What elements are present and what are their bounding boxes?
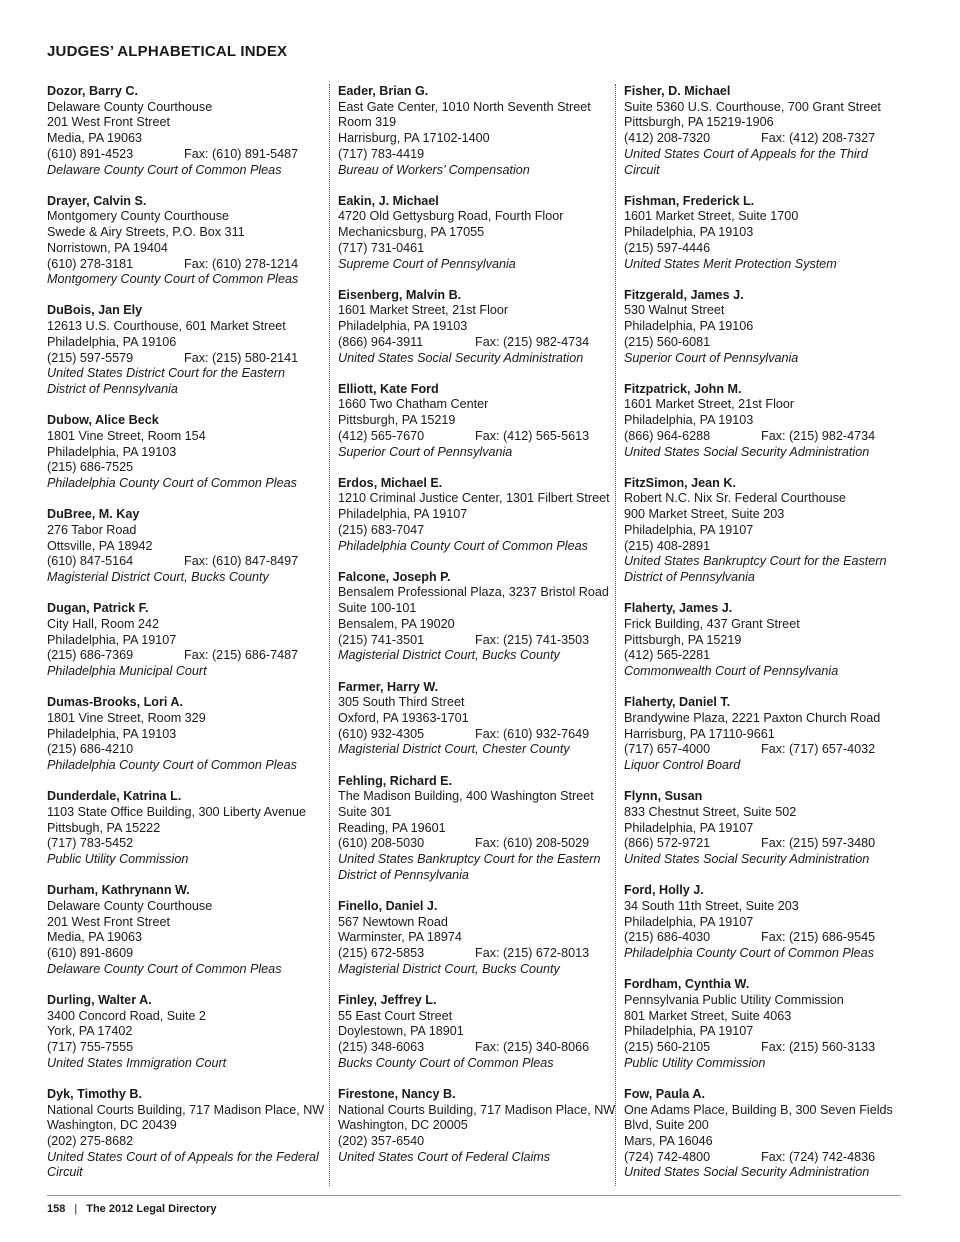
judge-entry — [624, 789, 895, 868]
address-line: Suite 100-101 — [338, 601, 417, 616]
fax-number: Fax: (610) 891-5487 — [184, 146, 299, 161]
judge-name: Durling, Walter A. — [47, 992, 152, 1007]
phone-number: (215) 560-2105 — [624, 1040, 711, 1055]
contact-numbers — [47, 257, 323, 273]
address-line: Swede & Airy Streets, P.O. Box 311 — [47, 225, 245, 240]
court-name: United States Bankruptcy Court for the Eastern District of Pennsylvania — [624, 554, 887, 584]
court-name: United States Social Security Administration — [624, 1165, 870, 1180]
address-line: One Adams Place, Building B, 300 Seven Fields — [624, 1102, 893, 1117]
address-line: Robert N.C. Nix Sr. Federal Courthouse — [624, 491, 846, 506]
contact-numbers — [624, 241, 895, 257]
judge-name: Firestone, Nancy B. — [338, 1086, 456, 1101]
phone-number: (215) 408-2891 — [624, 538, 711, 553]
judge-entry — [47, 194, 323, 288]
address-line: Bensalem, PA 19020 — [338, 616, 455, 631]
address-line: National Courts Building, 717 Madison Place, NW — [47, 1102, 325, 1117]
court-name: Magisterial District Court, Bucks County — [338, 648, 560, 663]
court-name: Philadelphia County Court of Common Pleas — [47, 758, 297, 773]
fax-number: Fax: (610) 278-1214 — [184, 256, 299, 271]
fax-number: Fax: (215) 686-7487 — [184, 648, 299, 663]
footer-separator: | — [74, 1203, 78, 1215]
contact-numbers — [338, 241, 609, 257]
address-line: Media, PA 19063 — [47, 131, 142, 146]
judge-name: Dyk, Timothy B. — [47, 1086, 142, 1101]
judge-entry — [47, 507, 323, 586]
court-name: Philadelphia Municipal Court — [47, 664, 207, 678]
address-line: 55 East Court Street — [338, 1008, 453, 1023]
judge-name: Fitzgerald, James J. — [624, 287, 744, 302]
court-name: United States Merit Protection System — [624, 256, 837, 271]
judge-name: Ford, Holly J. — [624, 883, 704, 898]
contact-numbers — [624, 335, 895, 351]
judge-name: Fishman, Frederick L. — [624, 193, 755, 208]
court-name: United States Bankruptcy Court for the Eastern District of Pennsylvania — [338, 852, 601, 882]
contact-numbers — [47, 554, 323, 570]
address-line: Philadelphia, PA 19106 — [47, 334, 177, 349]
phone-number: (215) 597-4446 — [624, 240, 711, 255]
judge-entry — [624, 476, 895, 586]
judge-name: Fordham, Cynthia W. — [624, 977, 750, 992]
court-name: Philadelphia County Court of Common Pleas — [47, 475, 297, 490]
phone-number: (610) 932-4305 — [338, 726, 425, 741]
page-footer — [47, 1203, 216, 1215]
judge-name: Fitzpatrick, John M. — [624, 381, 742, 396]
contact-numbers — [338, 633, 609, 649]
address-line: Pittsburgh, PA 15219-1906 — [624, 115, 774, 130]
judge-entry — [47, 303, 323, 397]
address-line: 34 South 11th Street, Suite 203 — [624, 898, 799, 913]
address-line: Mechanicsburg, PA 17055 — [338, 225, 485, 240]
address-line: 3400 Concord Road, Suite 2 — [47, 1008, 206, 1023]
court-name: Public Utility Commission — [624, 1055, 766, 1070]
address-line: City Hall, Room 242 — [47, 616, 159, 631]
contact-numbers — [47, 742, 323, 758]
address-line: National Courts Building, 717 Madison Place, NW — [338, 1102, 616, 1117]
fax-number: Fax: (215) 982-4734 — [475, 334, 590, 349]
court-name: Philadelphia County Court of Common Pleas — [624, 946, 874, 961]
judge-name: Finley, Jeffrey L. — [338, 992, 437, 1007]
address-line: Reading, PA 19601 — [338, 820, 446, 835]
phone-number: (215) 686-7369 — [47, 648, 134, 663]
judge-name: Flaherty, Daniel T. — [624, 695, 731, 710]
judge-entry — [624, 883, 895, 962]
judge-entry — [338, 680, 609, 759]
judge-entry — [47, 695, 323, 774]
phone-number: (215) 686-7525 — [47, 460, 134, 475]
judge-name: Erdos, Michael E. — [338, 475, 443, 490]
contact-numbers — [624, 1150, 895, 1166]
judge-entry — [338, 382, 609, 461]
judge-name: Eisenberg, Malvin B. — [338, 287, 462, 302]
judge-name: DuBree, M. Kay — [47, 507, 140, 522]
contact-numbers — [338, 335, 609, 351]
contact-numbers — [338, 147, 609, 163]
judge-entry — [47, 883, 323, 977]
address-line: Philadelphia, PA 19103 — [47, 444, 177, 459]
directory-columns — [47, 84, 903, 1186]
address-line: Suite 301 — [338, 804, 392, 819]
contact-numbers — [47, 946, 323, 962]
publication-title: The 2012 Legal Directory — [86, 1203, 217, 1215]
phone-number: (202) 275-8682 — [47, 1134, 134, 1149]
fax-number: Fax: (215) 686-9545 — [761, 930, 876, 945]
court-name: Liquor Control Board — [624, 758, 741, 773]
phone-number: (412) 565-7670 — [338, 428, 425, 443]
address-line: Brandywine Plaza, 2221 Paxton Church Road — [624, 710, 881, 725]
address-line: 801 Market Street, Suite 4063 — [624, 1008, 792, 1023]
address-line: 900 Market Street, Suite 203 — [624, 507, 785, 522]
judge-name: Fow, Paula A. — [624, 1086, 705, 1101]
phone-number: (724) 742-4800 — [624, 1149, 711, 1164]
judge-entry — [338, 288, 609, 367]
judge-name: Dumas-Brooks, Lori A. — [47, 695, 183, 710]
phone-number: (215) 683-7047 — [338, 522, 425, 537]
phone-number: (610) 891-8609 — [47, 946, 134, 961]
fax-number: Fax: (412) 208-7327 — [761, 131, 876, 146]
address-line: Philadelphia, PA 19107 — [47, 632, 177, 647]
court-name: Bucks County Court of Common Pleas — [338, 1055, 554, 1070]
page-number: 158 — [47, 1203, 66, 1215]
contact-numbers — [624, 836, 895, 852]
contact-numbers — [624, 930, 895, 946]
column-3 — [616, 84, 901, 1186]
footer-rule — [47, 1195, 901, 1196]
phone-number: (412) 565-2281 — [624, 648, 711, 663]
address-line: Harrisburg, PA 17110-9661 — [624, 726, 775, 741]
fax-number: Fax: (610) 208-5029 — [475, 836, 590, 851]
address-line: Philadelphia, PA 19106 — [624, 319, 754, 334]
court-name: Montgomery County Court of Common Pleas — [47, 272, 299, 287]
court-name: United States Social Security Administration — [624, 444, 870, 459]
phone-number: (215) 597-5579 — [47, 350, 134, 365]
contact-numbers — [338, 523, 609, 539]
phone-number: (866) 964-3911 — [338, 334, 424, 349]
judge-name: Dubow, Alice Beck — [47, 413, 159, 428]
fax-number: Fax: (215) 580-2141 — [184, 350, 299, 365]
address-line: 1601 Market Street, Suite 1700 — [624, 209, 799, 224]
contact-numbers — [47, 147, 323, 163]
contact-numbers — [338, 727, 609, 743]
judge-entry — [338, 570, 609, 664]
contact-numbers — [624, 742, 895, 758]
judge-entry — [338, 84, 609, 178]
address-line: 12613 U.S. Courthouse, 601 Market Street — [47, 319, 286, 334]
fax-number: Fax: (215) 340-8066 — [475, 1040, 590, 1055]
address-line: 530 Walnut Street — [624, 303, 725, 318]
judge-entry — [338, 194, 609, 273]
address-line: 567 Newtown Road — [338, 914, 448, 929]
judge-entry — [338, 899, 609, 978]
judge-entry — [338, 1086, 616, 1166]
address-line: East Gate Center, 1010 North Seventh Street — [338, 99, 591, 114]
contact-numbers — [624, 131, 895, 147]
judge-entry — [47, 789, 323, 868]
court-name: Public Utility Commission — [47, 852, 189, 867]
court-name: Superior Court of Pennsylvania — [338, 444, 513, 459]
contact-numbers — [624, 539, 895, 555]
address-line: 1660 Two Chatham Center — [338, 397, 489, 412]
fax-number: Fax: (724) 742-4836 — [761, 1149, 876, 1164]
judge-entry — [338, 993, 609, 1072]
court-name: Magisterial District Court, Bucks County — [338, 961, 560, 976]
judge-name: Elliott, Kate Ford — [338, 381, 439, 396]
judge-name: Eader, Brian G. — [338, 84, 429, 98]
court-name: Magisterial District Court, Bucks County — [47, 569, 269, 584]
address-line: Suite 5360 U.S. Courthouse, 700 Grant Street — [624, 99, 881, 114]
court-name: Delaware County Court of Common Pleas — [47, 961, 282, 976]
phone-number: (215) 741-3501 — [338, 632, 425, 647]
address-line: 1210 Criminal Justice Center, 1301 Filbert Street — [338, 491, 610, 506]
judge-name: Falcone, Joseph P. — [338, 569, 451, 584]
phone-number: (215) 672-5853 — [338, 946, 425, 961]
address-line: York, PA 17402 — [47, 1024, 133, 1039]
phone-number: (717) 783-5452 — [47, 836, 134, 851]
judge-name: FitzSimon, Jean K. — [624, 475, 736, 490]
contact-numbers — [338, 429, 609, 445]
court-name: Delaware County Court of Common Pleas — [47, 162, 282, 177]
address-line: Philadelphia, PA 19107 — [624, 914, 754, 929]
judge-name: Dunderdale, Katrina L. — [47, 789, 182, 804]
contact-numbers — [47, 351, 323, 367]
court-name: United States Court of Federal Claims — [338, 1149, 551, 1164]
contact-numbers — [624, 1040, 895, 1056]
phone-number: (610) 847-5164 — [47, 554, 134, 569]
fax-number: Fax: (215) 741-3503 — [475, 632, 590, 647]
fax-number: Fax: (215) 982-4734 — [761, 428, 876, 443]
address-line: 305 South Third Street — [338, 695, 465, 710]
address-line: Media, PA 19063 — [47, 930, 142, 945]
address-line: Blvd, Suite 200 — [624, 1118, 709, 1133]
judge-entry — [47, 993, 323, 1072]
court-name: Philadelphia County Court of Common Pleas — [338, 538, 588, 553]
address-line: Pittsbugh, PA 15222 — [47, 820, 161, 835]
contact-numbers — [47, 836, 323, 852]
fax-number: Fax: (412) 565-5613 — [475, 428, 590, 443]
judge-entry — [47, 1087, 323, 1181]
contact-numbers — [47, 1040, 323, 1056]
judge-entry — [624, 695, 895, 774]
address-line: 4720 Old Gettysburg Road, Fourth Floor — [338, 209, 564, 224]
phone-number: (610) 891-4523 — [47, 146, 134, 161]
phone-number: (717) 783-4419 — [338, 146, 425, 161]
address-line: Room 319 — [338, 115, 397, 130]
address-line: 201 West Front Street — [47, 914, 170, 929]
judge-name: Dozor, Barry C. — [47, 84, 138, 98]
court-name: Magisterial District Court, Chester County — [338, 742, 570, 757]
address-line: Delaware County Courthouse — [47, 898, 213, 913]
address-line: 1801 Vine Street, Room 329 — [47, 710, 206, 725]
court-name: Commonwealth Court of Pennsylvania — [624, 664, 839, 678]
phone-number: (215) 686-4210 — [47, 742, 134, 757]
judge-name: Farmer, Harry W. — [338, 679, 439, 694]
contact-numbers — [47, 1134, 323, 1150]
address-line: Pennsylvania Public Utility Commission — [624, 992, 844, 1007]
phone-number: (717) 657-4000 — [624, 742, 711, 757]
court-name: United States Social Security Administration — [624, 852, 870, 867]
address-line: Delaware County Courthouse — [47, 99, 213, 114]
address-line: Philadelphia, PA 19103 — [338, 319, 468, 334]
judge-entry — [624, 194, 895, 273]
page-title: JUDGES’ ALPHABETICAL INDEX — [47, 43, 288, 60]
address-line: Philadelphia, PA 19103 — [624, 225, 754, 240]
judge-entry — [624, 601, 895, 680]
address-line: Bensalem Professional Plaza, 3237 Bristol Road — [338, 585, 609, 600]
judge-entry — [47, 601, 323, 680]
phone-number: (717) 731-0461 — [338, 240, 425, 255]
court-name: Superior Court of Pennsylvania — [624, 350, 799, 365]
judge-entry — [624, 1087, 895, 1181]
contact-numbers — [338, 1040, 609, 1056]
court-name: Supreme Court of Pennsylvania — [338, 256, 516, 271]
judge-entry — [624, 382, 895, 461]
address-line: Warminster, PA 18974 — [338, 930, 462, 945]
fax-number: Fax: (610) 932-7649 — [475, 726, 590, 741]
address-line: 833 Chestnut Street, Suite 502 — [624, 804, 797, 819]
judge-entry — [47, 413, 323, 492]
address-line: Oxford, PA 19363-1701 — [338, 710, 469, 725]
phone-number: (610) 208-5030 — [338, 836, 425, 851]
contact-numbers — [338, 1134, 609, 1150]
address-line: Mars, PA 16046 — [624, 1134, 713, 1149]
contact-numbers — [47, 460, 323, 476]
fax-number: Fax: (215) 672-8013 — [475, 946, 590, 961]
court-name: United States Court of of Appeals for the Federal Circuit — [47, 1149, 319, 1180]
address-line: 201 West Front Street — [47, 115, 170, 130]
phone-number: (866) 572-9721 — [624, 836, 711, 851]
address-line: 1103 State Office Building, 300 Liberty Avenue — [47, 804, 307, 819]
address-line: Philadelphia, PA 19107 — [624, 820, 754, 835]
judge-name: Fehling, Richard E. — [338, 773, 453, 788]
address-line: The Madison Building, 400 Washington Street — [338, 789, 594, 804]
phone-number: (215) 686-4030 — [624, 930, 711, 945]
judge-entry — [624, 288, 895, 367]
address-line: 1601 Market Street, 21st Floor — [624, 397, 795, 412]
judge-name: Fisher, D. Michael — [624, 84, 731, 98]
court-name: United States Court of Appeals for the Third Circuit — [624, 146, 868, 177]
judge-entry — [624, 84, 895, 178]
contact-numbers — [624, 429, 895, 445]
contact-numbers — [338, 946, 609, 962]
contact-numbers — [47, 648, 323, 664]
address-line: Pittsburgh, PA 15219 — [338, 413, 456, 428]
judge-entry — [47, 84, 323, 178]
court-name: United States District Court for the Eastern District of Pennsylvania — [47, 366, 285, 396]
address-line: Philadelphia, PA 19107 — [338, 507, 468, 522]
judge-name: Eakin, J. Michael — [338, 193, 439, 208]
court-name: Bureau of Workers’ Compensation — [338, 162, 530, 177]
column-1 — [47, 84, 329, 1186]
address-line: Ottsville, PA 18942 — [47, 538, 153, 553]
contact-numbers — [624, 648, 895, 664]
fax-number: Fax: (215) 597-3480 — [761, 836, 876, 851]
phone-number: (215) 560-6081 — [624, 334, 711, 349]
judge-entry — [624, 977, 895, 1071]
address-line: Harrisburg, PA 17102-1400 — [338, 131, 490, 146]
address-line: Philadelphia, PA 19107 — [624, 1024, 754, 1039]
address-line: Frick Building, 437 Grant Street — [624, 616, 800, 631]
judge-name: Flynn, Susan — [624, 789, 703, 804]
judge-name: Durham, Kathrynann W. — [47, 883, 190, 898]
phone-number: (610) 278-3181 — [47, 256, 134, 271]
address-line: Norristown, PA 19404 — [47, 240, 168, 255]
phone-number: (215) 348-6063 — [338, 1040, 425, 1055]
address-line: Philadelphia, PA 19103 — [47, 726, 177, 741]
judge-name: DuBois, Jan Ely — [47, 303, 143, 318]
court-name: United States Social Security Administration — [338, 350, 584, 365]
judge-name: Flaherty, James J. — [624, 601, 733, 616]
address-line: Philadelphia, PA 19103 — [624, 413, 754, 428]
judge-name: Drayer, Calvin S. — [47, 193, 147, 208]
judge-entry — [338, 476, 609, 555]
address-line: Pittsburgh, PA 15219 — [624, 632, 742, 647]
phone-number: (202) 357-6540 — [338, 1134, 425, 1149]
address-line: Washington, DC 20005 — [338, 1118, 468, 1133]
fax-number: Fax: (717) 657-4032 — [761, 742, 876, 757]
phone-number: (717) 755-7555 — [47, 1040, 134, 1055]
column-2 — [330, 84, 615, 1186]
address-line: Washington, DC 20439 — [47, 1118, 177, 1133]
fax-number: Fax: (610) 847-8497 — [184, 554, 299, 569]
court-name: United States Immigration Court — [47, 1055, 227, 1070]
judge-name: Dugan, Patrick F. — [47, 601, 149, 616]
address-line: 1601 Market Street, 21st Floor — [338, 303, 509, 318]
phone-number: (412) 208-7320 — [624, 131, 711, 146]
fax-number: Fax: (215) 560-3133 — [761, 1040, 876, 1055]
address-line: Doylestown, PA 18901 — [338, 1024, 464, 1039]
contact-numbers — [338, 836, 609, 852]
address-line: 276 Tabor Road — [47, 522, 137, 537]
judge-entry — [338, 774, 609, 884]
address-line: Philadelphia, PA 19107 — [624, 522, 754, 537]
judge-name: Finello, Daniel J. — [338, 898, 438, 913]
address-line: Montgomery County Courthouse — [47, 209, 230, 224]
address-line: 1801 Vine Street, Room 154 — [47, 428, 206, 443]
phone-number: (866) 964-6288 — [624, 428, 711, 443]
